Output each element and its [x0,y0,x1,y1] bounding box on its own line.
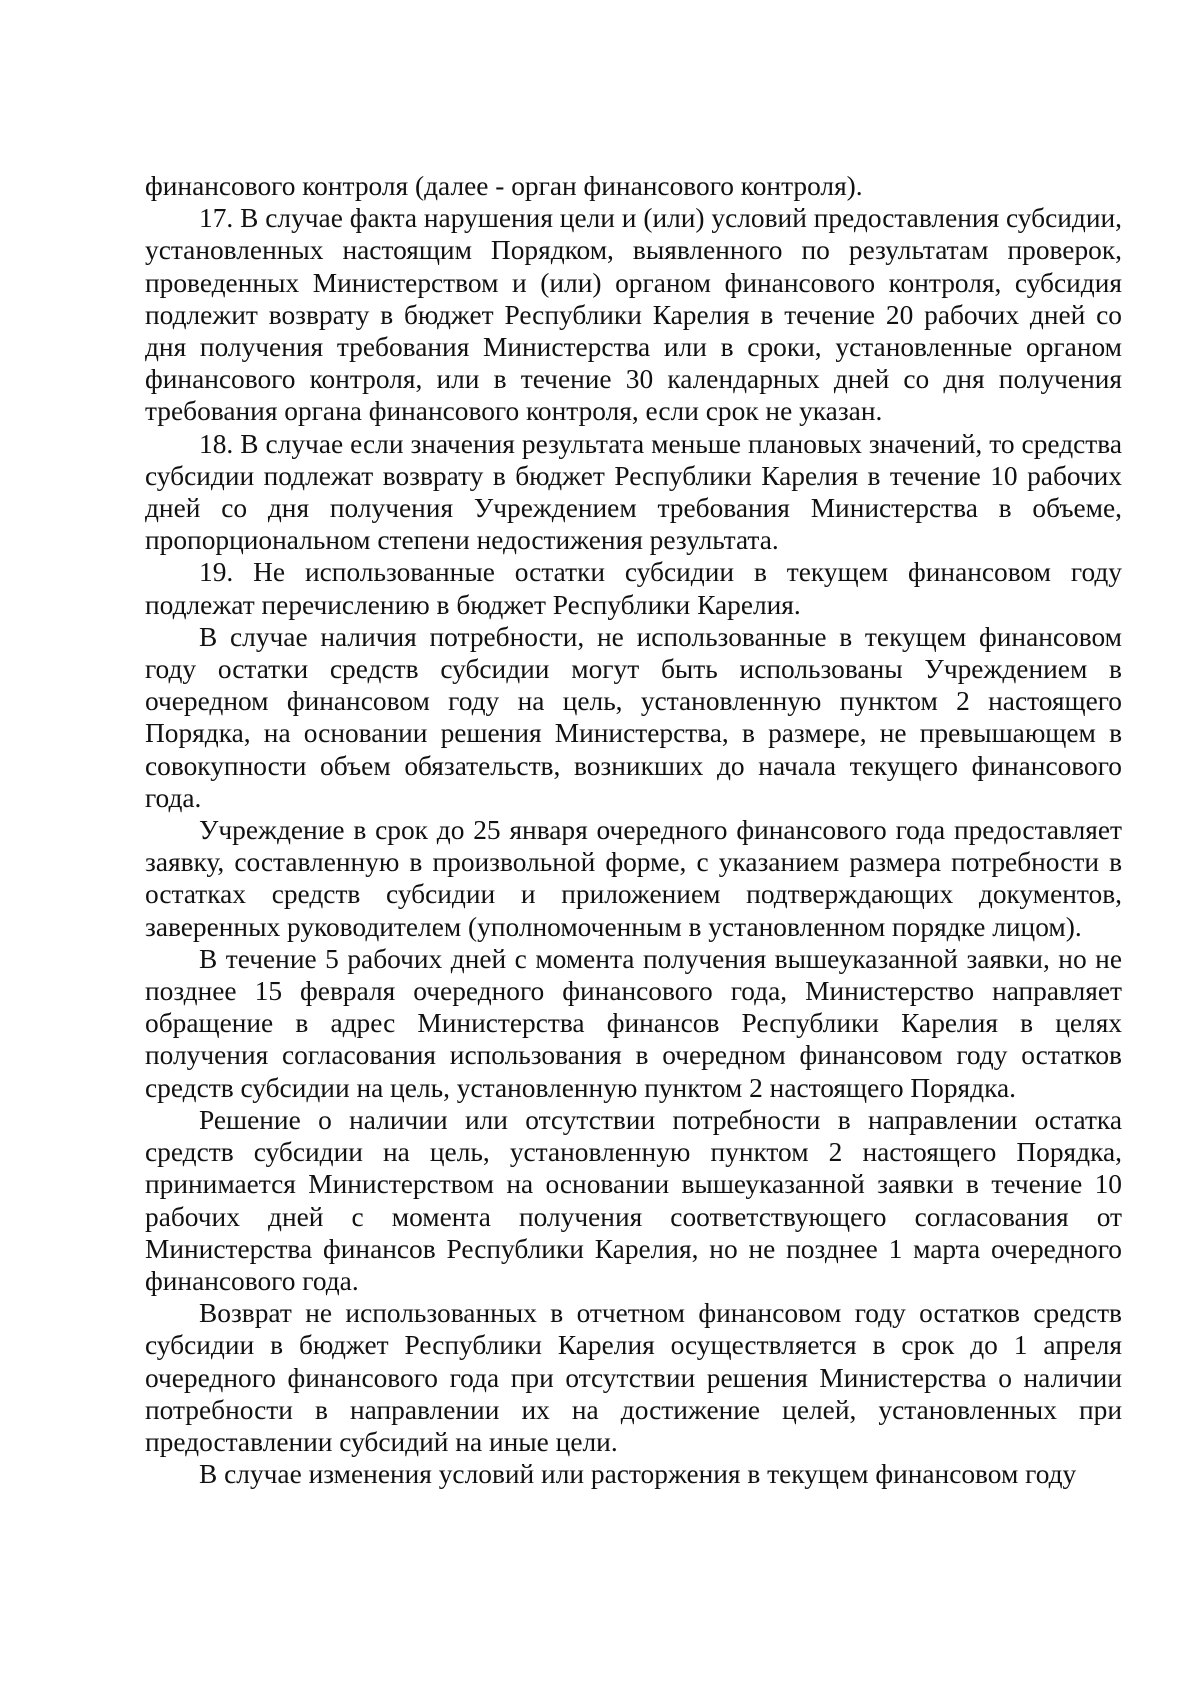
paragraph-continuation: финансового контроля (далее - орган финансового контроля). [145,171,863,201]
paragraph-item-17: 17. В случае факта нарушения цели и (или) условий предоставления субсидии, установленных настоящим Порядком, выявленного по результатам проверок, проведенных Министерством и (или) органом финансового контроля, субсидия подлежит возврату в бюджет Республики Карелия в течение 20 рабочих дней со дня получения требования Министерства или в сроки, установленные органом финансового контроля, или в течение 30 календарных дней со дня получения требования органа финансового контроля, если срок не указан. [145,203,1122,427]
paragraph-application-deadline: Учреждение в срок до 25 января очередного финансового года предоставляет заявку, составленную в произвольной форме, с указанием размера потребности в остатках средств субсидии и приложением подтверждающих документов, заверенных руководителем (уполномоченным в установленном порядке лицом). [145,815,1122,942]
paragraph-contract-change: В случае изменения условий или расторжения в текущем финансовом году [199,1459,1077,1490]
document-page [145,170,1122,1490]
paragraph-decision: Решение о наличии или отсутствии потребности в направлении остатка средств субсидии на цель, установленную пунктом 2 настоящего Порядка, принимается Министерством на основании вышеуказанной заявки в течение 10 рабочих дней с момента получения соответствующего согласования от Министерства финансов Республики Карелия, но не позднее 1 марта очередного финансового года. [145,1104,1122,1296]
paragraph-refund: Возврат не использованных в отчетном финансовом году остатков средств субсидии в бюджет Республики Карелия осуществляется в срок до 1 апреля очередного финансового года при отсутствии решения Министерства о наличии потребности в направлении их на достижение целей, установленных при предоставлении субсидий на иные цели. [145,1298,1122,1457]
paragraph-remaining-need: В случае наличия потребности, не использованные в текущем финансовом году остатки средств субсидии могут быть использованы Учреждением в очередном финансовом году на цель, установленную пунктом 2 настоящего Порядка, на основании решения Министерства, в размере, не превышающем в совокупности объем обязательств, возникших до начала текущего финансового года. [145,621,1122,813]
paragraph-ministry-appeal: В течение 5 рабочих дней с момента получения вышеуказанной заявки, но не позднее 15 февраля очередного финансового года, Министерство направляет обращение в адрес Министерства финансов Республики Карелия в целях получения согласования использования в очередном финансовом году остатков средств субсидии на цель, установленную пунктом 2 настоящего Порядка. [145,943,1122,1103]
paragraph-item-18: 18. В случае если значения результата меньше плановых значений, то средства субсидии подлежат возврату в бюджет Республики Карелия в течение 10 рабочих дней со дня получения Учреждением требования Министерства в объеме, пропорциональном степени недостижения результата. [145,428,1122,556]
paragraph-item-19: 19. Не использованные остатки субсидии в текущем финансовом году подлежат перечислению в бюджет Республики Карелия. [145,557,1122,620]
